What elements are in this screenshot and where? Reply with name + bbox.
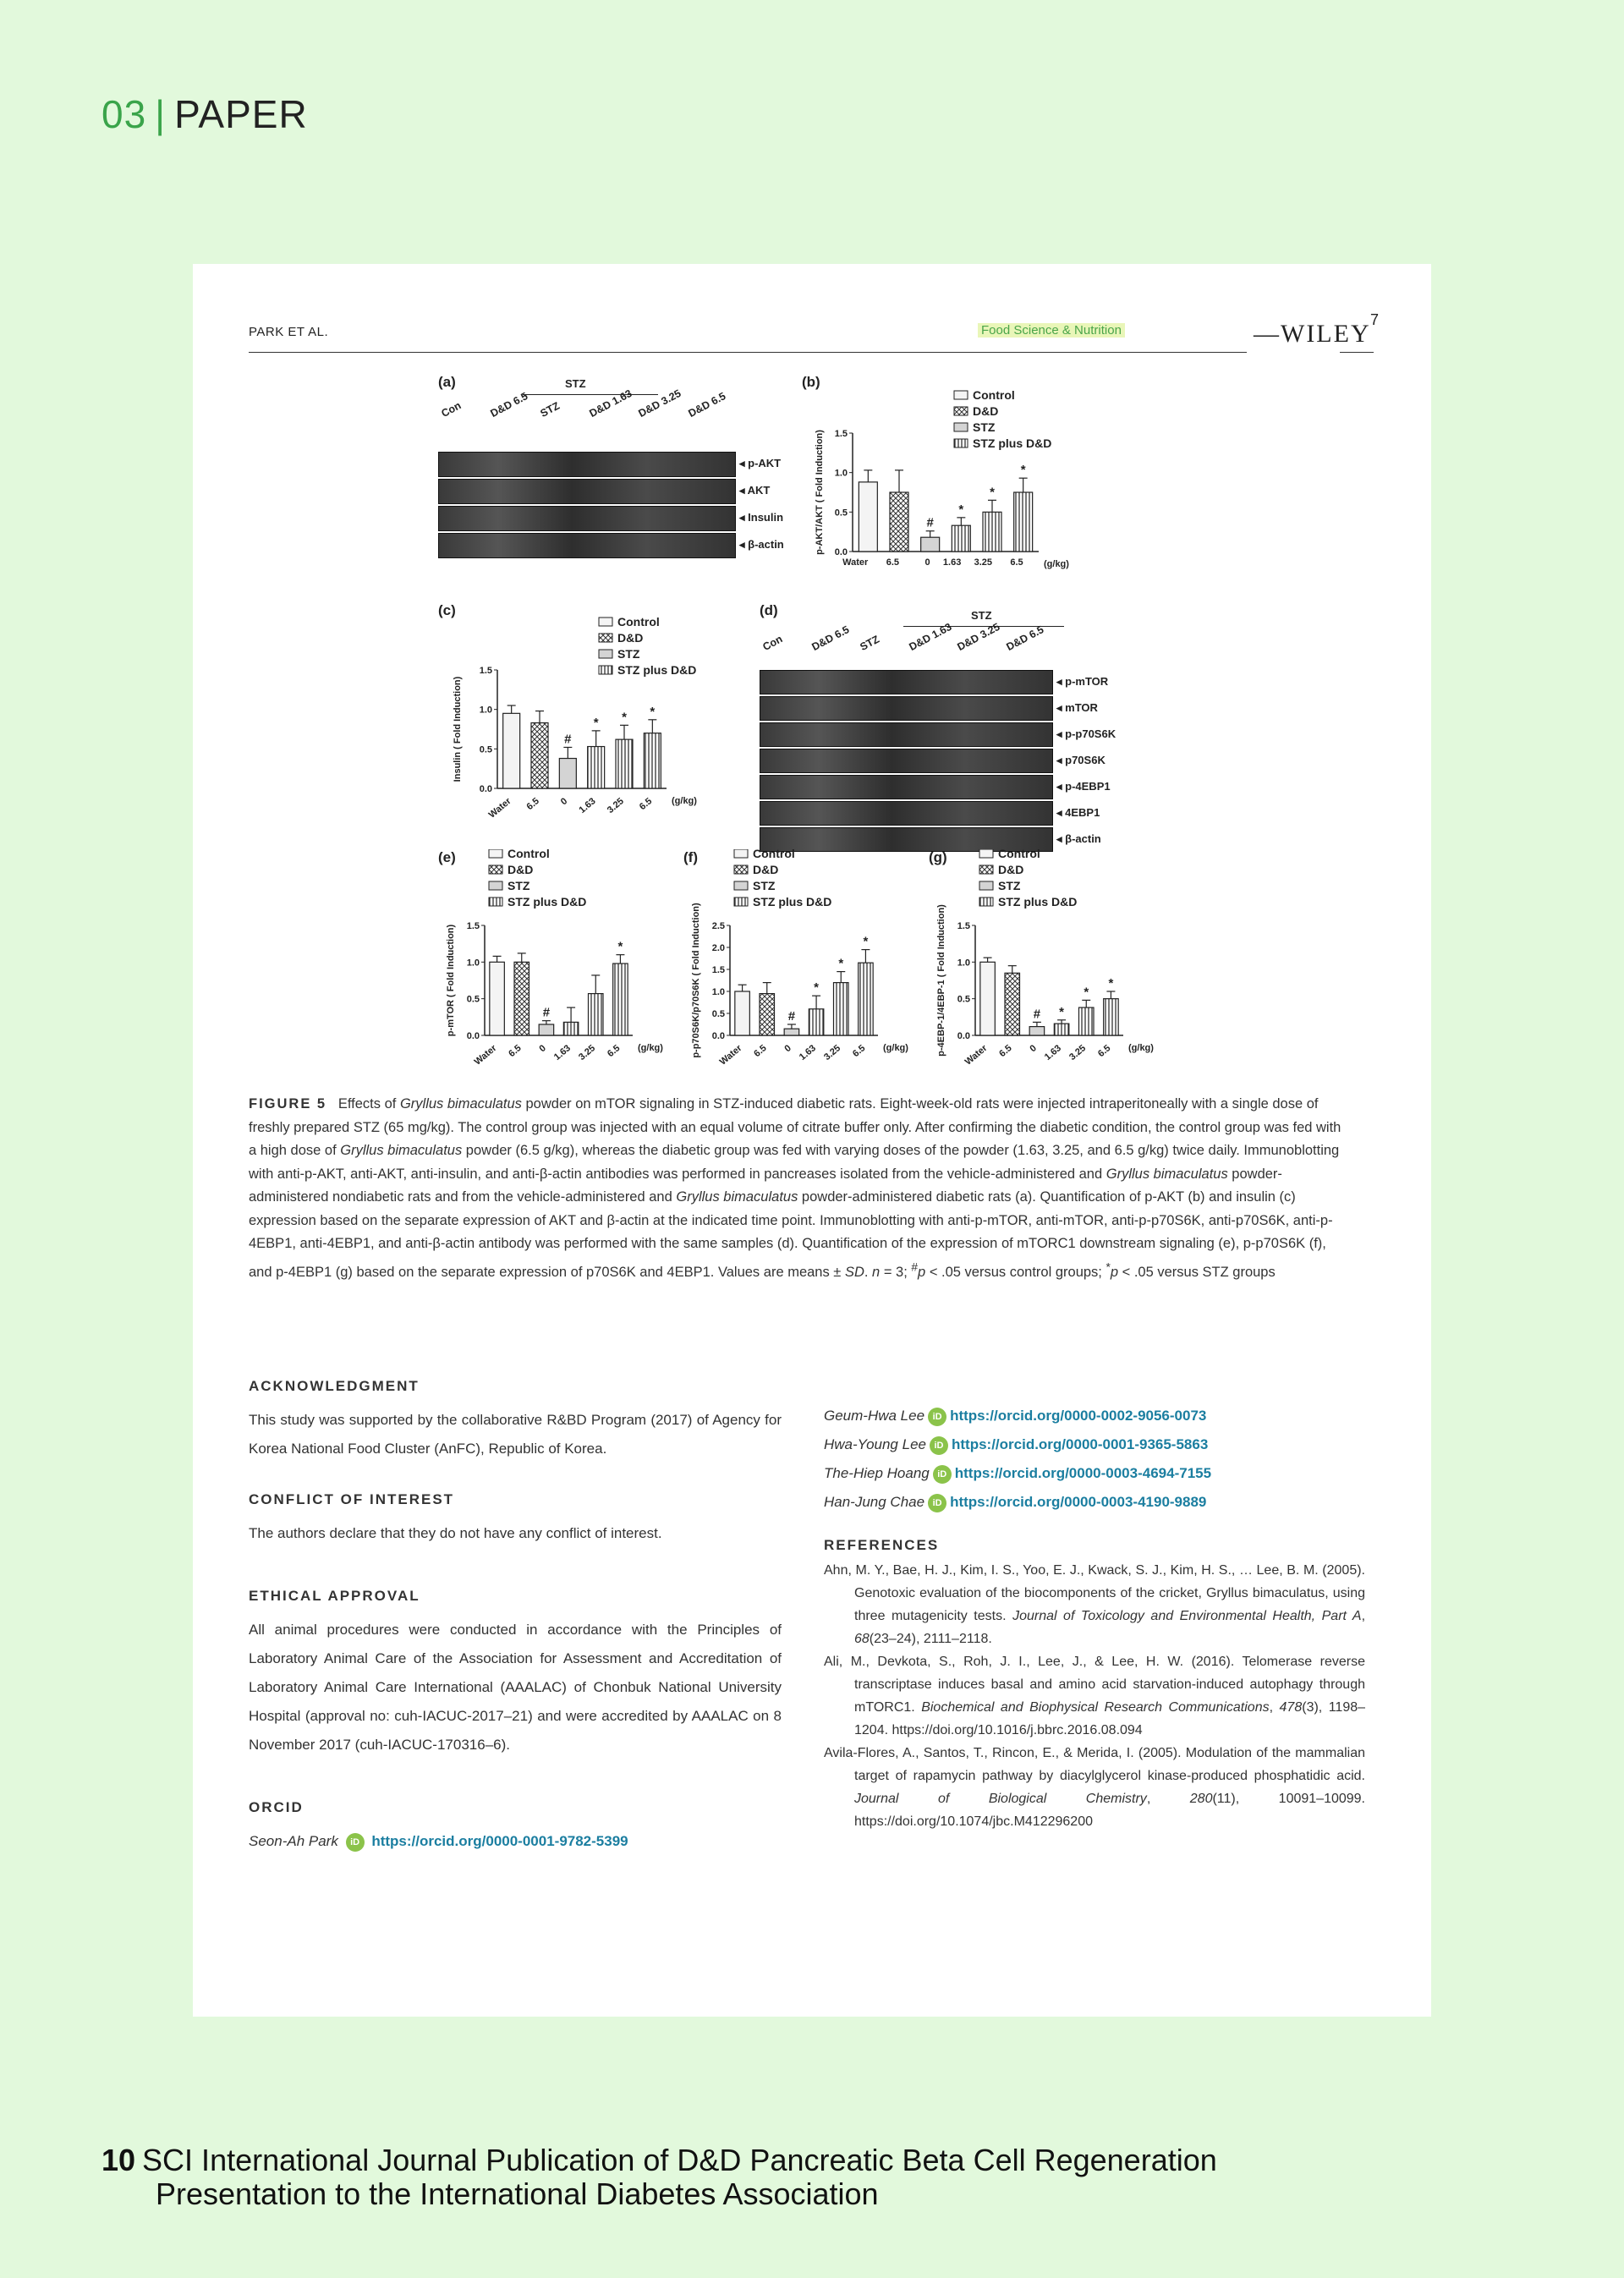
figure-label: FIGURE 5 [249, 1096, 327, 1112]
x-tick-label: 6.5 [850, 1043, 868, 1060]
significance-mark: * [990, 485, 995, 500]
x-tick-label: 1.63 [551, 1043, 573, 1063]
lane-label: D&D 1.63 [906, 620, 953, 653]
orcid-icon: iD [930, 1436, 948, 1455]
x-tick-label: 0 [537, 1043, 548, 1055]
y-axis-label: p-4EBP-1/4EBP-1 ( Fold Induction) [936, 904, 946, 1057]
y-tick-label: 0.0 [957, 1031, 970, 1041]
x-unit-label: (g/kg) [672, 796, 697, 806]
y-tick-label: 1.0 [834, 468, 848, 479]
lane-label: D&D 1.63 [587, 387, 634, 420]
y-tick-label: 0.0 [711, 1031, 725, 1041]
y-tick-label: 1.0 [711, 987, 725, 997]
orcid-heading: ORCID [249, 1799, 304, 1815]
x-tick-label: Water [486, 796, 513, 821]
x-unit-label: (g/kg) [1128, 1043, 1154, 1053]
panel-e-chart [438, 849, 683, 1078]
legend-label: Control [998, 849, 1040, 860]
bar [616, 739, 633, 788]
x-tick-label: 6.5 [605, 1043, 623, 1060]
y-axis-label: p-mTOR ( Fold Induction) [446, 924, 456, 1037]
orcid-author-name: Hwa-Young Lee [824, 1436, 926, 1452]
legend-swatch [979, 881, 993, 890]
legend-label: STZ [753, 879, 776, 892]
orcid-link[interactable]: https://orcid.org/0000-0002-9056-0073 [950, 1408, 1207, 1424]
x-tick-label: 1.63 [577, 796, 598, 816]
bar [563, 1022, 579, 1035]
publisher-logo: —WILEY [1254, 320, 1371, 348]
legend-label: D&D [508, 863, 534, 876]
bar [1079, 1007, 1095, 1035]
significance-mark: * [1108, 976, 1114, 991]
legend-swatch [734, 881, 748, 890]
legend-swatch [734, 865, 748, 874]
x-tick-label: 0 [1028, 1043, 1039, 1055]
blot-band [438, 479, 736, 504]
legend-swatch [599, 618, 612, 626]
bar [1014, 492, 1033, 552]
blot-band-label: ◂ AKT [739, 484, 771, 497]
y-tick-label: 1.5 [711, 965, 725, 975]
orcid-entry [824, 1402, 1365, 1430]
legend-label: STZ [973, 420, 996, 434]
legend-label: STZ plus D&D [617, 663, 697, 677]
panel-c-chart [438, 602, 717, 822]
blot-band-label: ◂ p-4EBP1 [1056, 779, 1111, 793]
x-tick-label: 3.25 [974, 557, 992, 568]
significance-mark: * [958, 502, 964, 517]
significance-mark: # [1033, 1007, 1041, 1022]
ethical-heading: ETHICAL APPROVAL [249, 1588, 420, 1604]
significance-mark: # [542, 1005, 551, 1020]
x-tick-label: 6.5 [752, 1043, 769, 1060]
panel-c-bar-chart [438, 602, 717, 822]
legend-swatch [954, 423, 968, 431]
ethical-text: All animal procedures were conducted in accordance with the Principles of Laboratory Animal Care of the Association for Assessment and Accreditation of Laboratory Animal Care International (AAALAC) of Chonbuk National University Hospital (approval no: cuh-IACUC-2017–21) and were accredited by AAALAC on 8 November 2017 (cuh-IACUC-170316–6). [249, 1622, 782, 1753]
section-separator: | [155, 92, 167, 136]
x-tick-label: 1.63 [1042, 1043, 1064, 1063]
bar [1104, 999, 1119, 1035]
x-tick-label: 1.63 [797, 1043, 819, 1063]
bar [952, 525, 970, 552]
conflict-text: The authors declare that they do not have any conflict of interest. [249, 1525, 662, 1541]
journal-page-number: 7 [1370, 311, 1380, 328]
legend-label: Control [973, 388, 1015, 402]
orcid-icon: iD [928, 1408, 946, 1426]
y-tick-label: 1.5 [466, 921, 480, 931]
y-tick-label: 1.0 [957, 958, 970, 969]
bar [514, 962, 529, 1035]
y-tick-label: 0.5 [957, 994, 970, 1005]
bar [539, 1024, 553, 1035]
section-title: PAPER [174, 92, 308, 136]
x-tick-label: 6.5 [637, 796, 655, 813]
y-tick-label: 2.5 [711, 921, 725, 931]
orcid-author-name: Han-Jung Chae [824, 1494, 925, 1510]
orcid-icon: iD [346, 1833, 365, 1852]
x-tick-label: 0 [782, 1043, 793, 1055]
x-unit-label: (g/kg) [883, 1043, 908, 1053]
bar [588, 747, 605, 788]
figure-caption [249, 1093, 1348, 1285]
blot-band [760, 670, 1053, 694]
page-number: 10 [102, 2143, 136, 2177]
page-footer [102, 2144, 1217, 2211]
legend-swatch [599, 666, 612, 674]
y-tick-label: 1.0 [479, 705, 492, 716]
significance-mark: * [1084, 985, 1089, 1000]
orcid-entry [824, 1459, 1365, 1488]
bar [589, 994, 604, 1035]
bar [613, 963, 628, 1035]
y-tick-label: 0.0 [479, 784, 492, 794]
panel-f-chart [683, 849, 929, 1078]
legend-swatch [599, 634, 612, 642]
significance-mark: # [787, 1009, 796, 1024]
bar [490, 962, 505, 1035]
panel-e-label: (e) [438, 849, 456, 865]
conflict-heading: CONFLICT OF INTEREST [249, 1491, 455, 1507]
acknowledgment-text: This study was supported by the collaborative R&BD Program (2017) of Agency for Korea National Food Cluster (AnFC), Republic of Korea. [249, 1412, 782, 1457]
paper-page-scan [193, 264, 1431, 2017]
orcid-entry [824, 1430, 1365, 1459]
legend-swatch [489, 865, 502, 874]
blot-band-label: ◂ Insulin [739, 511, 784, 524]
legend-label: Control [753, 849, 795, 860]
blot-band-label: ◂ p-p70S6K [1056, 727, 1116, 740]
bar [834, 983, 849, 1035]
blot-band [438, 506, 736, 531]
x-tick-label: 6.5 [1095, 1043, 1113, 1060]
header-rule [249, 352, 1247, 353]
running-author: PARK ET AL. [249, 325, 329, 339]
reference-item: Avila-Flores, A., Santos, T., Rincon, E., & Merida, I. (2005). Modulation of the mammalian target of rapamycin pathway by diacylglycerol kinase-produced phosphatidic acid. Journal of Biological Chemistry, 280(11), 10091–10099. https://doi.org/10.1074/jbc.M412296200 [824, 1746, 1366, 1829]
legend-label: D&D [998, 863, 1024, 876]
bar [983, 512, 1001, 552]
blot-band-label: ◂ p70S6K [1056, 753, 1106, 766]
panel-d-label: (d) [760, 602, 778, 618]
footer-line-2: Presentation to the International Diabetes Association [156, 2176, 879, 2211]
y-tick-label: 0.5 [711, 1009, 725, 1019]
bar [644, 733, 661, 788]
legend-swatch [954, 407, 968, 415]
panel-d-group-label: STZ [971, 609, 992, 622]
lane-label: STZ [538, 399, 562, 420]
lane-label: D&D 3.25 [955, 620, 1002, 653]
bar [1005, 973, 1020, 1035]
legend-swatch [979, 865, 993, 874]
x-tick-label: 3.25 [577, 1043, 598, 1063]
reference-item: Ali, M., Devkota, S., Roh, J. I., Lee, J., & Lee, H. W. (2016). Telomerase reverse transcriptase induces basal and amino acid starvation-induced autophagy through mTORC1. Biochemical and Biophysical Research Communications, 478(3), 1198–1204. https://doi.org/10.1016/j.bbrc.2016.08.094 [824, 1655, 1366, 1737]
blot-band-label: ◂ p-mTOR [1056, 674, 1109, 688]
y-tick-label: 1.5 [479, 666, 492, 676]
orcid-link[interactable]: https://orcid.org/0000-0003-4694-7155 [954, 1465, 1212, 1481]
y-axis-label: p-p70S6K/p70S6K ( Fold Induction) [691, 903, 701, 1058]
orcid-icon: iD [933, 1465, 952, 1484]
panel-g-chart [929, 849, 1174, 1078]
y-tick-label: 0.0 [834, 547, 848, 557]
lane-label: D&D 6.5 [686, 390, 727, 420]
legend-label: STZ plus D&D [508, 895, 587, 908]
significance-mark: * [838, 956, 844, 971]
acknowledgment-heading: ACKNOWLEDGMENT [249, 1378, 420, 1394]
y-tick-label: 2.0 [711, 943, 725, 953]
section-number: 03 [102, 92, 147, 136]
lane-label: Con [760, 633, 785, 653]
x-tick-label: Water [717, 1043, 744, 1068]
x-tick-label: 3.25 [605, 796, 626, 816]
bar [980, 962, 996, 1035]
blot-band [760, 749, 1053, 773]
panel-a-group-bracket [523, 394, 658, 395]
legend-swatch [954, 391, 968, 399]
legend-swatch [489, 881, 502, 890]
x-unit-label: (g/kg) [638, 1043, 663, 1053]
x-tick-label: Water [963, 1043, 990, 1068]
header-rule-end [1340, 352, 1374, 353]
y-tick-label: 0.5 [466, 994, 480, 1005]
bar [784, 1029, 798, 1035]
significance-mark: * [814, 980, 820, 996]
x-unit-label: (g/kg) [1044, 559, 1069, 569]
references-heading: REFERENCES [824, 1537, 940, 1553]
legend-label: Control [508, 849, 550, 860]
panel-b-label: (b) [802, 374, 820, 390]
significance-mark: * [863, 934, 869, 949]
lane-label: D&D 3.25 [636, 387, 683, 420]
running-header [249, 311, 1401, 349]
significance-mark: * [593, 715, 599, 730]
orcid-link[interactable]: https://orcid.org/0000-0001-9782-5399 [371, 1833, 628, 1849]
journal-name: Food Science & Nutrition [978, 323, 1125, 338]
orcid-entry [824, 1488, 1365, 1517]
bar [559, 759, 576, 788]
significance-mark: # [926, 515, 934, 530]
orcid-link[interactable]: https://orcid.org/0000-0003-4190-9889 [950, 1494, 1207, 1510]
y-axis-label: Insulin ( Fold Induction) [453, 676, 463, 782]
legend-label: Control [617, 615, 660, 629]
panel-a-label: (a) [438, 374, 456, 390]
section-header [102, 91, 308, 137]
blot-band [760, 722, 1053, 747]
legend-swatch [734, 849, 748, 858]
bar [1054, 1024, 1069, 1035]
references-section [824, 1537, 1365, 1833]
blot-band-label: ◂ β-actin [1056, 832, 1101, 845]
bar [921, 537, 940, 552]
lane-label: D&D 6.5 [809, 623, 851, 653]
significance-mark: * [1020, 463, 1026, 478]
orcid-author-name: Seon-Ah Park [249, 1833, 338, 1849]
right-column [824, 1402, 1365, 1833]
legend-swatch [979, 897, 993, 906]
panel-c-label: (c) [438, 602, 456, 618]
panel-b-bar-chart [802, 374, 1140, 585]
x-tick-label: 1.63 [942, 557, 962, 568]
y-tick-label: 1.5 [957, 921, 970, 931]
legend-label: STZ [617, 647, 640, 661]
x-tick-label: 0 [924, 557, 930, 568]
blot-band-label: ◂ β-actin [739, 538, 784, 551]
panel-g-label: (g) [929, 849, 947, 865]
legend-label: STZ [998, 879, 1021, 892]
lane-label: STZ [858, 633, 881, 653]
reference-item: Ahn, M. Y., Bae, H. J., Kim, I. S., Yoo, E. J., Kwack, S. J., Kim, H. S., … Lee, B. M. (2005). Genotoxic evaluation of the biocomponents of the cricket, Gryllus bimaculatus, using three mutagenicity tests. Journal of Toxicology and Environmental Health, Part A, 68(23–24), 2111–2118. [824, 1563, 1366, 1646]
x-tick-label: Water [842, 557, 869, 568]
blot-band [760, 827, 1053, 852]
panel-d-western-blot [760, 602, 1149, 848]
panel-e-bar-chart [438, 849, 683, 1078]
footer-line-1: SCI International Journal Publication of D&D Pancreatic Beta Cell Regeneration [142, 2143, 1217, 2177]
lane-label: D&D 6.5 [1003, 623, 1045, 653]
bar [760, 994, 775, 1035]
x-tick-label: 3.25 [822, 1043, 843, 1063]
left-column [249, 1372, 782, 1856]
legend-label: STZ [508, 879, 530, 892]
significance-mark: * [650, 704, 656, 719]
lane-label: Con [439, 399, 464, 420]
bar [503, 713, 520, 788]
blot-band-label: ◂ mTOR [1056, 700, 1098, 714]
blot-band-label: ◂ p-AKT [739, 457, 782, 469]
blot-band [760, 775, 1053, 799]
x-tick-label: 6.5 [524, 796, 541, 813]
legend-swatch [954, 439, 968, 447]
y-tick-label: 1.5 [834, 429, 848, 439]
panel-a-group-label: STZ [565, 377, 586, 390]
significance-mark: * [622, 710, 627, 725]
bar [735, 991, 750, 1035]
blot-band [438, 452, 736, 477]
blot-band [438, 533, 736, 558]
panel-f-label: (f) [683, 849, 698, 865]
orcid-entry [249, 1827, 782, 1856]
x-tick-label: 6.5 [997, 1043, 1014, 1060]
orcid-link[interactable]: https://orcid.org/0000-0001-9365-5863 [951, 1436, 1209, 1452]
blot-band-label: ◂ 4EBP1 [1056, 805, 1100, 819]
lane-label: D&D 6.5 [488, 390, 530, 420]
orcid-author-name: Geum-Hwa Lee [824, 1408, 925, 1424]
legend-label: D&D [617, 631, 644, 645]
panel-g-bar-chart [929, 849, 1174, 1078]
legend-label: STZ plus D&D [998, 895, 1078, 908]
legend-swatch [734, 897, 748, 906]
blot-band [760, 696, 1053, 721]
legend-swatch [979, 849, 993, 858]
panel-b-chart [802, 374, 1140, 585]
legend-label: D&D [973, 404, 999, 418]
significance-mark: * [617, 939, 623, 954]
bar [531, 723, 548, 788]
y-tick-label: 0.0 [466, 1031, 480, 1041]
bar [809, 1009, 824, 1035]
orcid-author-name: The-Hiep Hoang [824, 1465, 930, 1481]
x-tick-label: 6.5 [507, 1043, 524, 1060]
legend-label: STZ plus D&D [973, 436, 1052, 450]
significance-mark: # [564, 732, 572, 747]
x-tick-label: 6.5 [886, 557, 899, 568]
legend-swatch [489, 849, 502, 858]
x-tick-label: 0 [558, 796, 570, 808]
blot-band [760, 801, 1053, 826]
figure-caption-text: Effects of Gryllus bimaculatus powder on mTOR signaling in STZ-induced diabetic rats. Eight-week-old rats were injected intraperitoneally with a single dose of freshly prepared STZ (65 mg/kg). The control group was injected with an equal volume of citrate buffer only. After confirming the diabetic condition, the control group was fed with a high dose of Gryllus bimaculatus powder (6.5 g/kg), whereas the diabetic group was fed with varying doses of the powder (1.63, 3.25, and 6.5 g/kg) twice daily. Immunoblotting with anti-p-AKT, anti-AKT, anti-insulin, and anti-β-actin antibodies was performed in pancreases isolated from the vehicle-administered and Gryllus bimaculatus powder-administered nondiabetic rats and from the vehicle-administered and Gryllus bimaculatus powder-administered diabetic rats (a). Quantification of p-AKT (b) and insulin (c) expression based on the separate expression of AKT and β-actin at the indicated time point. Immunoblotting with anti-p-mTOR, anti-mTOR, anti-p-p70S6K, anti-p70S6K, anti-p-4EBP1, anti-4EBP1, and anti-β-actin antibody was performed with the same samples (d). Quantification of the expression of mTORC1 downstream signaling (e), p-p70S6K (f), and p-4EBP1 (g) based on the separate expression of p70S6K and 4EBP1. Values are means ± SD. n = 3; #p < .05 versus control groups; *p < .05 versus STZ groups [249, 1096, 1341, 1280]
bar [1029, 1027, 1045, 1035]
bar [890, 492, 908, 552]
significance-mark: * [1059, 1004, 1065, 1019]
legend-label: D&D [753, 863, 779, 876]
y-axis-label: p-AKT/AKT ( Fold Induction) [815, 430, 825, 555]
x-tick-label: 6.5 [1010, 557, 1023, 568]
y-tick-label: 0.5 [834, 508, 848, 519]
y-tick-label: 0.5 [479, 744, 492, 755]
legend-swatch [489, 897, 502, 906]
legend-swatch [599, 650, 612, 658]
legend-label: STZ plus D&D [753, 895, 832, 908]
panel-f-bar-chart [683, 849, 929, 1078]
y-tick-label: 1.0 [466, 958, 480, 969]
bar [859, 482, 877, 552]
panel-a-western-blot [438, 374, 784, 577]
x-tick-label: Water [472, 1043, 499, 1068]
x-tick-label: 3.25 [1067, 1043, 1089, 1063]
bar [859, 963, 873, 1035]
orcid-icon: iD [928, 1494, 946, 1512]
